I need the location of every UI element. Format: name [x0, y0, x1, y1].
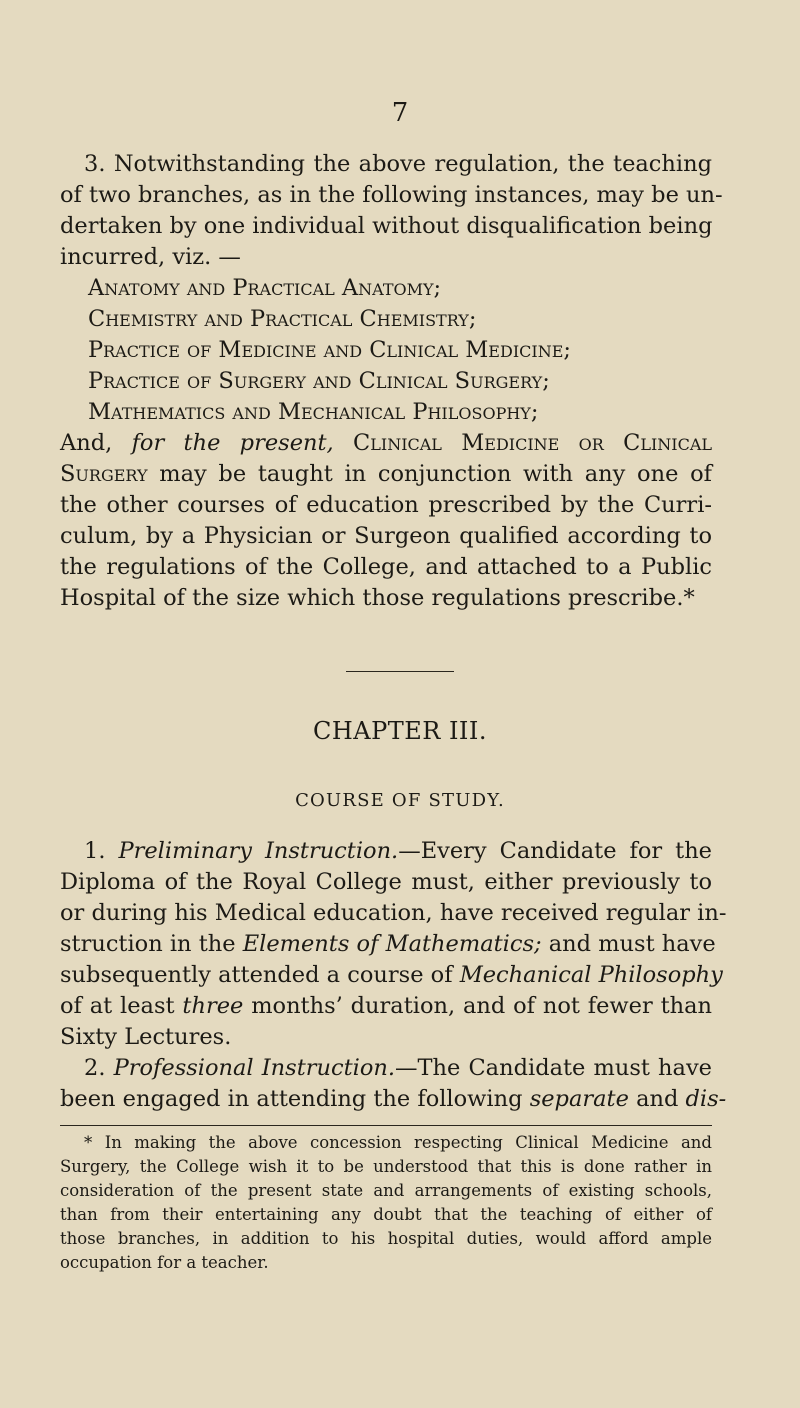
text-run: —The Candidate must have	[395, 1055, 712, 1081]
text-run: subsequently attended a course of	[60, 962, 453, 988]
text-run: and must have	[548, 931, 716, 957]
paragraph-3	[60, 149, 723, 614]
text-run: been engaged in attending the following	[60, 1086, 523, 1112]
footnote-line: consideration of the present state and arrangements of existing schools,	[60, 1181, 712, 1200]
small-caps-phrase: Clinical Medicine or Clinical	[353, 430, 713, 456]
footnote-line: Surgery, the College wish it to be understood that this is done rather in	[60, 1157, 712, 1176]
paragraph-line: the regulations of the College, and attached to a Public	[60, 554, 712, 580]
paragraph-line	[60, 428, 712, 459]
and-word: And,	[60, 430, 113, 456]
italic-phrase: for the present,	[131, 430, 334, 456]
text-run: may be taught in conjunction with any one of	[159, 461, 712, 487]
paragraph-line	[60, 960, 723, 991]
paragraph-line	[60, 1053, 712, 1084]
list-item: Anatomy and Practical Anatomy;	[88, 275, 442, 301]
italic-phrase: dis-	[685, 1086, 727, 1112]
paragraph-line: Diploma of the Royal College must, either previously to	[60, 869, 712, 895]
paragraph-line: incurred, viz. —	[60, 244, 241, 270]
list-item: Practice of Surgery and Clinical Surgery;	[88, 368, 550, 394]
footnote	[60, 1131, 712, 1275]
text-run: struction in the	[60, 931, 236, 957]
text-run: —Every Candidate for the	[398, 838, 712, 864]
paragraph-line: the other courses of education prescribed by the Curri-	[60, 492, 712, 518]
italic-phrase: three	[182, 993, 244, 1019]
small-caps-phrase: Surgery	[60, 461, 148, 487]
paragraph-professional	[60, 1053, 727, 1115]
page-number: 7	[391, 98, 409, 128]
section-heading: Professional Instruction.	[113, 1055, 396, 1081]
section-heading: Preliminary Instruction.	[118, 838, 399, 864]
paragraph-line: 3. Notwithstanding the above regulation, the teaching	[84, 151, 712, 177]
paragraph-line: or during his Medical education, have received regular in-	[60, 900, 727, 926]
italic-phrase: separate	[529, 1086, 629, 1112]
paragraph-line: dertaken by one individual without disqualification being	[60, 213, 713, 239]
paragraph-line	[60, 459, 712, 490]
paragraph-line: of two branches, as in the following instances, may be un-	[60, 182, 723, 208]
list-item: Mathematics and Mechanical Philosophy;	[88, 399, 539, 425]
italic-phrase: Mechanical Philosophy	[459, 962, 723, 988]
paragraph-line	[60, 929, 716, 960]
paragraph-line	[60, 991, 712, 1022]
paragraph-line: Hospital of the size which those regulations prescribe.*	[60, 585, 695, 611]
text-run: months’ duration, and of not fewer than	[251, 993, 713, 1019]
text-run: and	[636, 1086, 679, 1112]
item-number: 2.	[84, 1055, 106, 1081]
paragraph-line: culum, by a Physician or Surgeon qualified according to	[60, 523, 712, 549]
paragraph-line: Sixty Lectures.	[60, 1024, 232, 1050]
paragraph-line	[60, 1084, 727, 1115]
italic-phrase: Elements of Mathematics;	[242, 931, 542, 957]
section-divider	[0, 657, 800, 676]
footnote-line: * In making the above concession respecting Clinical Medicine and	[84, 1133, 712, 1152]
footnote-line: occupation for a teacher.	[60, 1253, 269, 1272]
chapter-subtitle: COURSE OF STUDY.	[295, 790, 505, 811]
footnote-line: than from their entertaining any doubt that the teaching of either of	[60, 1205, 712, 1224]
text-run: of at least	[60, 993, 175, 1019]
footnote-line: those branches, in addition to his hospital duties, would afford ample	[60, 1229, 712, 1248]
paragraph-preliminary	[60, 836, 727, 1053]
item-number: 1.	[84, 838, 106, 864]
list-item: Practice of Medicine and Clinical Medicine;	[88, 337, 571, 363]
paragraph-line	[60, 836, 712, 867]
list-item: Chemistry and Practical Chemistry;	[88, 306, 477, 332]
chapter-title: CHAPTER III.	[312, 717, 488, 745]
footnote-divider	[60, 1125, 712, 1126]
